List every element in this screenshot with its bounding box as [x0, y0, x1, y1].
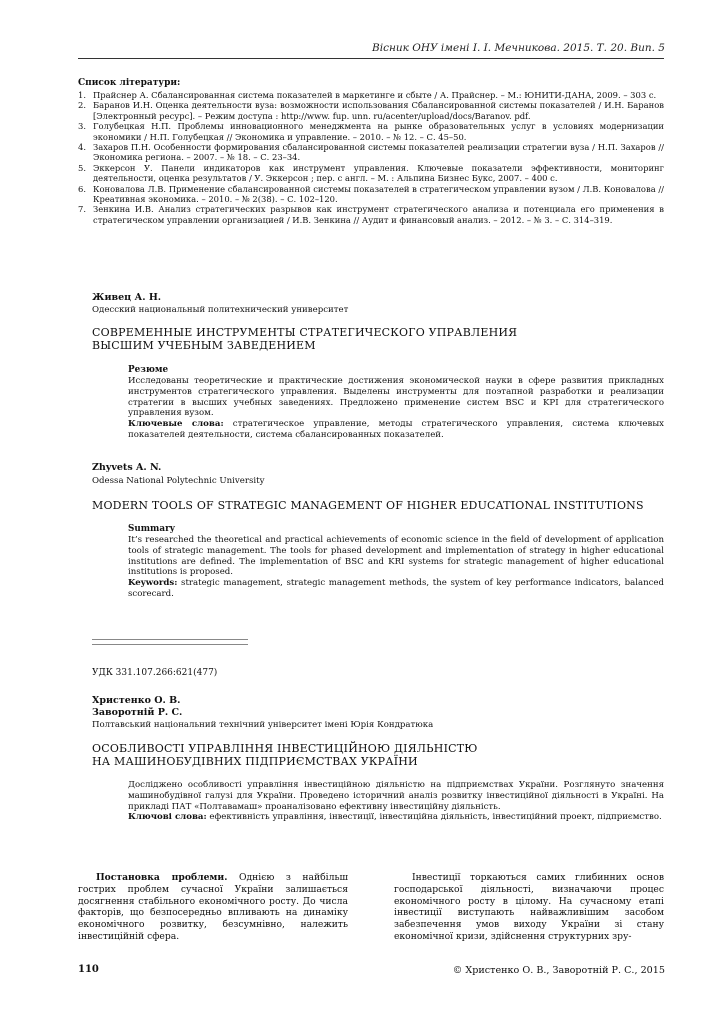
reference-item [78, 100, 664, 121]
header-rule [78, 58, 664, 59]
reference-text: Эккерсон У. Панели индикаторов как инструмент управления. Ключевые показатели эффективности, мониторинг деятельности, оценка результатов / У. Эккерсон ; пер. с англ. – М. : Альпина Бизнес Букс, 2007. – 400 с. [93, 162, 664, 184]
ru-keywords [128, 419, 664, 441]
en-affiliation: Odessa National Polytechnic University [92, 476, 265, 486]
ru-abstract-text: Исследованы теоретические и практические достижения экономической науки в сфере развития прикладных инструментов стратегического управления. Выделены инструменты для поэтапной разработки и реализации стратегии в высших учебных заведениях. Предложено применение систем BSC и KPI для стратегического управления вузом. [128, 376, 664, 419]
article-abstract-text: Досліджено особливості управління інвестиційною діяльністю на підприємствах України. Розглянуто значення машинобудівної галузі для України. Проведено історичний аналіз розвитку інвестиційної діяльності в Україні. На прикладі ПАТ «Полтавамаш» проаналізовано ефективну інвестиційну діяльність. [128, 780, 664, 812]
reference-text: Прайснер А. Сбалансированная система показателей в маркетинге и сбыте / А. Прайснер. – М.: ЮНИТИ-ДАНА, 2009. – 303 с. [93, 90, 657, 100]
article-keywords-label: Ключові слова: [128, 812, 207, 823]
ru-title-line1: СОВРЕМЕННЫЕ ИНСТРУМЕНТЫ СТРАТЕГИЧЕСКОГО УПРАВЛЕНИЯ [92, 326, 518, 339]
ru-keywords-label: Ключевые слова: [128, 419, 224, 430]
reference-number: 4. [78, 142, 86, 153]
reference-number: 7. [78, 204, 86, 215]
article-abstract [128, 780, 664, 823]
article-author-2: Заворотній Р. С. [92, 707, 183, 718]
ru-title [92, 326, 517, 352]
reference-item [78, 90, 664, 100]
reference-number: 3. [78, 121, 86, 132]
page-number: 110 [78, 964, 99, 975]
en-abstract-label: Summary [128, 524, 175, 534]
en-abstract-text: It’s researched the theoretical and practical achievements of economic science in the field of development of application tools of strategic management. The tools for phased development and implementation of strategy in higher educational institutions are defined. The implementation of BSC and KRI systems for strategic management of higher educational institutions is proposed. [128, 535, 664, 578]
reference-text: Коновалова Л.В. Применение сбалансированной системы показателей в стратегическом управлении вузом / Л.В. Коновалова // Креативная экономика. – 2010. – № 2(38). – С. 102–120. [93, 183, 664, 205]
article-title [92, 742, 478, 768]
article-author-1: Христенко О. В. [92, 695, 181, 706]
running-header: Вісник ОНУ імені І. І. Мечникова. 2015. Т. 20. Вип. 5 [372, 42, 665, 54]
ru-title-line2: ВЫСШИМ УЧЕБНЫМ ЗАВЕДЕНИЕМ [92, 339, 316, 352]
en-title: MODERN TOOLS OF STRATEGIC MANAGEMENT OF HIGHER EDUCATIONAL INSTITUTIONS [92, 499, 644, 512]
en-keywords [128, 578, 664, 600]
ru-author: Живец А. Н. [92, 292, 162, 303]
ru-abstract-label: Резюме [128, 365, 169, 375]
reference-item [78, 204, 664, 225]
section-lead: Постановка проблеми. [96, 872, 228, 883]
reference-number: 2. [78, 100, 86, 111]
en-keywords-text: strategic management, strategic management methods, the system of key performance indicators, balanced scorecard. [128, 578, 665, 599]
article-affiliation: Полтавський національний технічний університет імені Юрія Кондратюка [92, 720, 434, 730]
ru-keywords-text: стратегическое управление, методы стратегического управления, система ключевых показателей деятельности, система сбалансированных показателей. [128, 419, 665, 440]
references-title: Список літератури: [78, 78, 181, 88]
article-title-line2: НА МАШИНОБУДІВНИХ ПІДПРИЄМСТВАХ УКРАЇНИ [92, 755, 418, 768]
body-left-text: Однією з найбільш гострих проблем сучасної України залишається досягнення стабільного економічного росту. До числа факторів, що безпосередньо впливають на динаміку економічного розвитку, безсумнівно, належить інвестиційній сфера. [78, 872, 348, 942]
reference-number: 6. [78, 183, 86, 194]
ru-abstract-body [128, 376, 664, 441]
copyright: © Христенко О. В., Заворотній Р. С., 2015 [452, 965, 665, 976]
reference-text: Захаров П.Н. Особенности формирования сбалансированной системы показателей реализации стратегии вуза / Н.П. Захаров // Экономика региона. – 2007. – № 18. – С. 23–34. [93, 142, 664, 163]
body-column-left [78, 872, 348, 943]
en-abstract-body [128, 535, 664, 600]
reference-text: Зенкина И.В. Анализ стратегических разрывов как инструмент стратегического анализа и потенциала его применения в стратегическом управлении организацией / И.В. Зенкина // Аудит и финансовый анализ. – 2012. – № 3. – С. 314–319. [93, 204, 664, 225]
references-list [78, 90, 664, 225]
reference-item [78, 163, 664, 184]
reference-item [78, 184, 664, 205]
reference-item [78, 142, 664, 163]
en-keywords-label: Keywords: [128, 578, 178, 589]
article-keywords [128, 812, 664, 823]
body-column-right: Інвестиції торкаються самих глибинних основ господарської діяльності, визначаючи процес економічного росту в цілому. На сучасному етапі інвестиції виступають найважливішим засобом забезпечення умов виходу України зі стану економічної кризи, здійснення структурних зру- [394, 872, 664, 942]
article-title-line1: ОСОБЛИВОСТІ УПРАВЛІННЯ ІНВЕСТИЦІЙНОЮ ДІЯЛЬНІСТЮ [92, 742, 478, 755]
reference-text: Голубецкая Н.П. Проблемы инновационного менеджмента на рынке образовательных услуг в условиях модернизации экономики / Н.П. Голубецкая // Экономика и управление. – 2010. – № 12. – С. 45–50. [93, 121, 664, 142]
reference-item [78, 121, 664, 142]
ru-affiliation: Одесский национальный политехнический университет [92, 305, 349, 315]
reference-number: 1. [78, 90, 86, 100]
en-author: Zhyvets A. N. [92, 462, 162, 473]
reference-number: 5. [78, 162, 86, 173]
reference-text: Баранов И.Н. Оценка деятельности вуза: возможности использования Сбалансированной системы показателей / И.Н. Баранов [Электронный ресурс]. – Режим доступа : http://www. fup. unn. ru/acenter/upload/docs/Baranov. pdf. [93, 100, 664, 121]
article-keywords-text: ефективність управління, інвестиції, інвестиційна діяльність, інвестиційний проект, підприємство. [209, 812, 662, 823]
udk-code: УДК 331.107.266:621(477) [92, 668, 218, 678]
section-separator [92, 639, 248, 645]
